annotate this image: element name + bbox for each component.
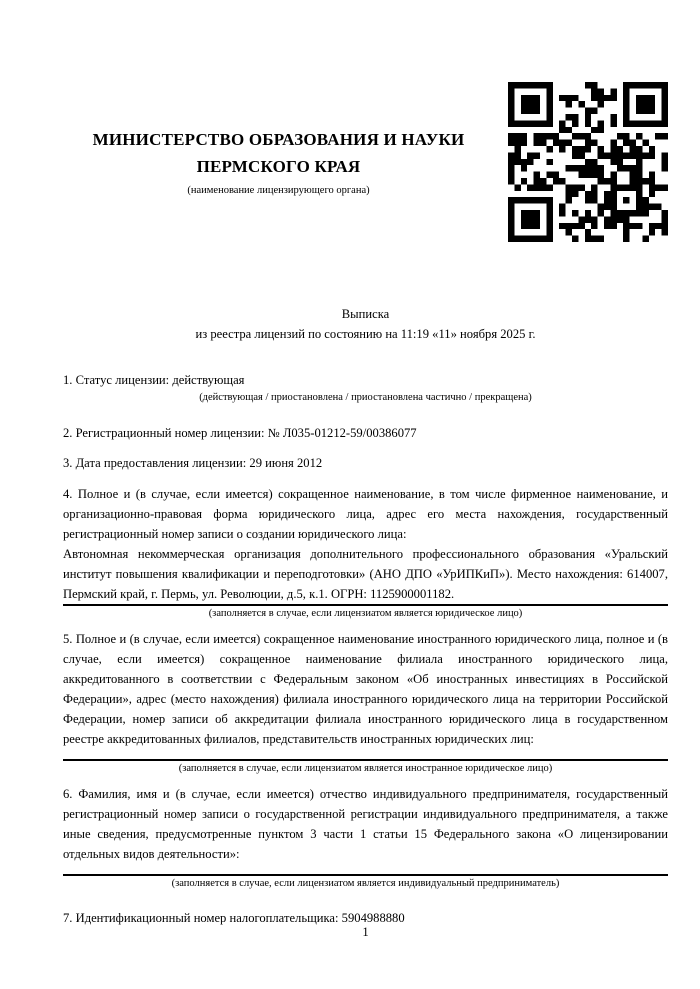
taxpayer-id-text: 7. Идентификационный номер налогоплательщика: 5904988880 xyxy=(63,911,405,925)
foreign-entity-caption: (заполняется в случае, если лицензиатом является иностранное юридическое лицо) xyxy=(178,763,553,774)
item-4-legal-entity-info xyxy=(63,484,668,621)
document-title-line2: из реестра лицензий по состоянию на 11:19 «11» ноября 2025 г. xyxy=(195,327,536,341)
foreign-entity-ruled-block xyxy=(63,629,668,761)
issuing-authority-block xyxy=(63,126,508,198)
legal-entity-caption: (заполняется в случае, если лицензиатом является юридическое лицо) xyxy=(208,608,523,619)
registration-number-text: 2. Регистрационный номер лицензии: № Л035-01212-59/00386077 xyxy=(63,426,417,440)
license-status-options-caption: (действующая / приостановлена / приостановлена частично / прекращена) xyxy=(199,392,532,403)
item-2-registration-number xyxy=(63,423,668,443)
item-6-individual-entrepreneur-info xyxy=(63,784,668,891)
page-number: 1 xyxy=(362,925,369,939)
document-header-row xyxy=(63,82,668,242)
item-5-foreign-entity-info xyxy=(63,629,668,776)
legal-entity-prompt: 4. Полное и (в случае, если имеется) сокращенное наименование, в том числе фирменное наименование, и организационно-правовая форма юридического лица, адрес его места нахождения, государственный регистрационный номер записи о создании юридического лица: xyxy=(63,487,668,541)
ministry-name-line2: ПЕРМСКОГО КРАЯ xyxy=(196,157,361,176)
entrepreneur-prompt: 6. Фамилия, имя и (в случае, если имеется) отчество индивидуального предпринимателя, государственный регистрационный номер записи о государственной регистрации индивидуального предпринимателя, а также иные сведения, предусмотренные пунктом 3 части 1 статьи 15 Федерального закона «О лицензировании отдельных видов деятельности»: xyxy=(63,787,668,861)
document-title-line1: Выписка xyxy=(341,307,390,321)
document-title xyxy=(63,304,668,344)
item-3-license-grant-date xyxy=(63,453,668,473)
legal-entity-ruled-block xyxy=(63,484,668,606)
entrepreneur-ruled-block xyxy=(63,784,668,876)
license-status-text: 1. Статус лицензии: действующая xyxy=(63,373,245,387)
entrepreneur-caption: (заполняется в случае, если лицензиатом является индивидуальный предприниматель) xyxy=(171,878,560,889)
issuing-authority-caption: (наименование лицензирующего органа) xyxy=(187,185,370,196)
license-grant-date-text: 3. Дата предоставления лицензии: 29 июня 2012 xyxy=(63,456,323,470)
ministry-name-line1: МИНИСТЕРСТВО ОБРАЗОВАНИЯ И НАУКИ xyxy=(92,130,465,149)
item-1-license-status xyxy=(63,370,668,405)
legal-entity-value: Автономная некоммерческая организация дополнительного профессионального образования «Уральский институт повышения квалификации и переподготовки» (АНО ДПО «УрИПКиП»). Место нахождения: 614007, Пермский край, г. Пермь, ул. Революции, д.5, к.1. ОГРН: 1125900001182. xyxy=(63,547,668,601)
foreign-entity-prompt: 5. Полное и (в случае, если имеется) сокращенное наименование иностранного юридического лица, полное и (в случае, если имеется) сокращенное наименование филиала иностранного юридического лица, аккредитованного в соответствии с Федеральным законом «Об иностранных инвестициях в Российской Федерации», адрес (место нахождения) филиала иностранного юридического лица на территории Российской Федерации, номер записи об аккредитации филиала иностранного юридического лица в государственном реестре аккредитованных филиалов, представительств иностранных юридических лиц: xyxy=(63,632,668,746)
qr-code-icon xyxy=(508,82,668,242)
